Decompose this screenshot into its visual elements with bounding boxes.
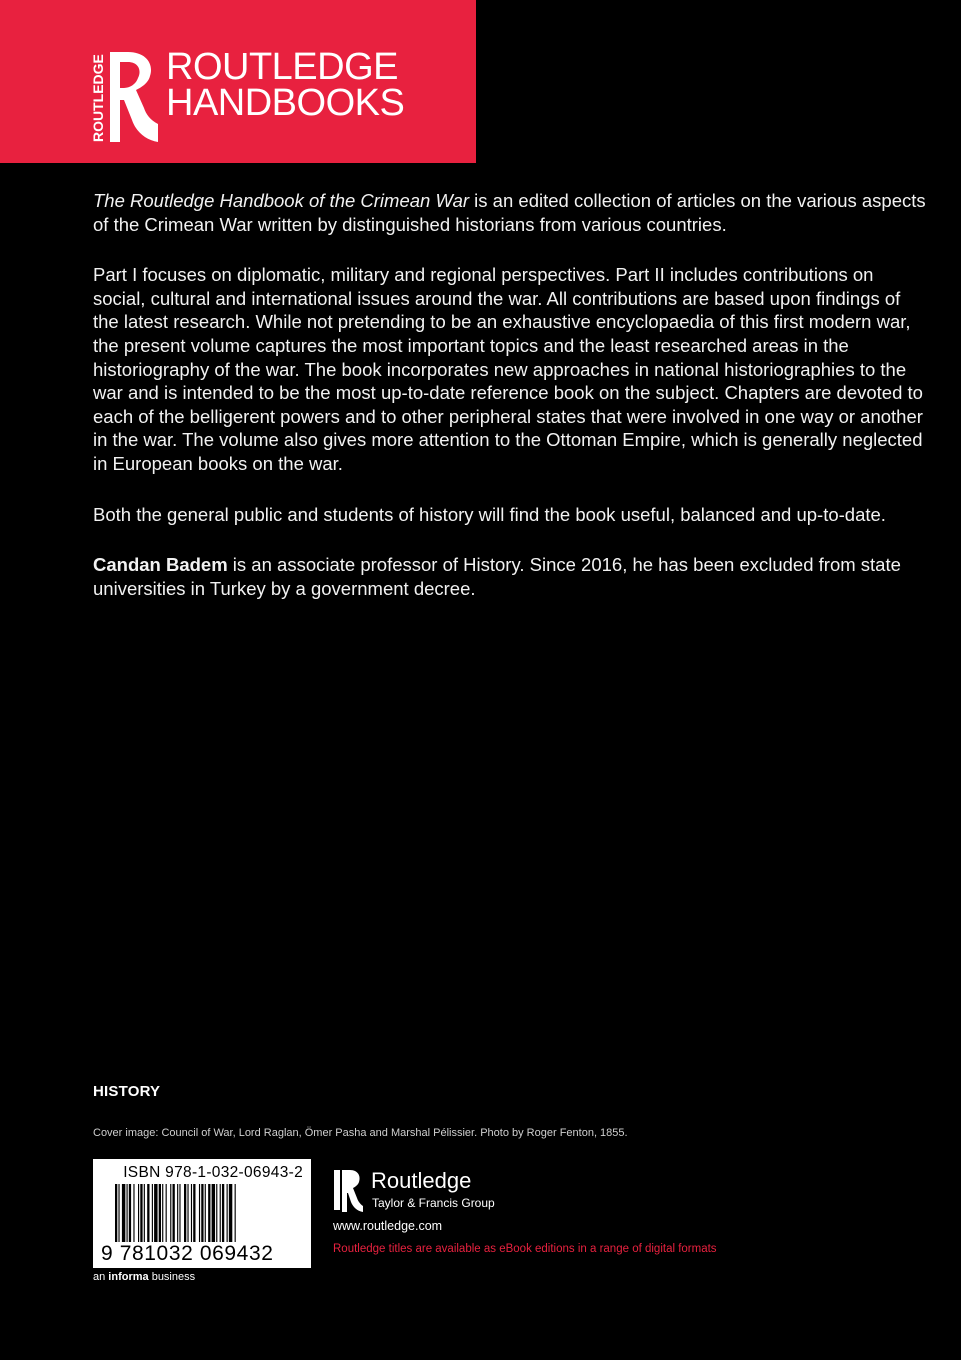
imprint-suffix: business <box>148 1271 196 1283</box>
imprint-prefix: an <box>93 1271 109 1283</box>
imprint-informa: informa <box>108 1271 149 1283</box>
blurb-intro <box>93 189 928 236</box>
blurb-paragraph-2: Part I focuses on diplomatic, military and regional perspectives. Part II includes contributions on social, cultural and international issues around the war. All contributions are based upon findings of the latest research. While not pretending to be an exhaustive encyclopaedia of this first modern war, the present volume captures the most important topics and the least researched areas in the historiography of the war. The book incorporates new approaches in national historiographies to the war and is intended to be the most up-to-date reference book on the subject. Chapters are devoted to each of the belligerent powers and to other peripheral states that were involved in one way or another in the war. The volume also gives more attention to the Ottoman Empire, which is generally neglected in European books on the war. <box>93 264 923 474</box>
ebook-note: Routledge titles are available as eBook editions in a range of digital formats <box>333 1243 717 1255</box>
isbn-barcode <box>93 1159 311 1268</box>
isbn-number: ISBN 978-1-032-06943-2 <box>123 1164 303 1181</box>
author-bio-text: is an associate professor of History. Since 2016, he has been excluded from state universities in Turkey by a government decree. <box>93 554 901 599</box>
series-title-line2: HANDBOOKS <box>166 82 405 124</box>
cover-image-credit: Cover image: Council of War, Lord Raglan, Ömer Pasha and Marshal Pélissier. Photo by Roger Fenton, 1855. <box>93 1127 628 1139</box>
series-banner <box>0 0 476 163</box>
back-cover-blurb <box>93 189 928 627</box>
author-name: Candan Badem <box>93 554 228 576</box>
author-bio <box>93 553 928 600</box>
ean-digits: 9 781032 069432 <box>101 1242 274 1265</box>
informa-imprint <box>93 1271 195 1283</box>
publisher-group: Taylor & Francis Group <box>372 1196 495 1210</box>
blurb-intro-text: is an edited collection of articles on the various aspects of the Crimean War written by distinguished historians from various countries. <box>93 190 926 235</box>
publisher-name: Routledge <box>371 1168 472 1193</box>
publisher-url[interactable]: www.routledge.com <box>333 1219 443 1233</box>
barcode-icon <box>115 1184 293 1242</box>
routledge-small-logo-icon <box>333 1168 363 1212</box>
routledge-logo-icon <box>88 46 160 144</box>
book-title: The Routledge Handbook of the Crimean War <box>93 190 470 211</box>
logo-side-text: ROUTLEDGE <box>90 54 106 142</box>
series-title-line1: ROUTLEDGE <box>166 46 398 88</box>
blurb-paragraph-3: Both the general public and students of history will find the book useful, balanced and up-to-date. <box>93 503 886 525</box>
subject-category: HISTORY <box>93 1083 161 1100</box>
